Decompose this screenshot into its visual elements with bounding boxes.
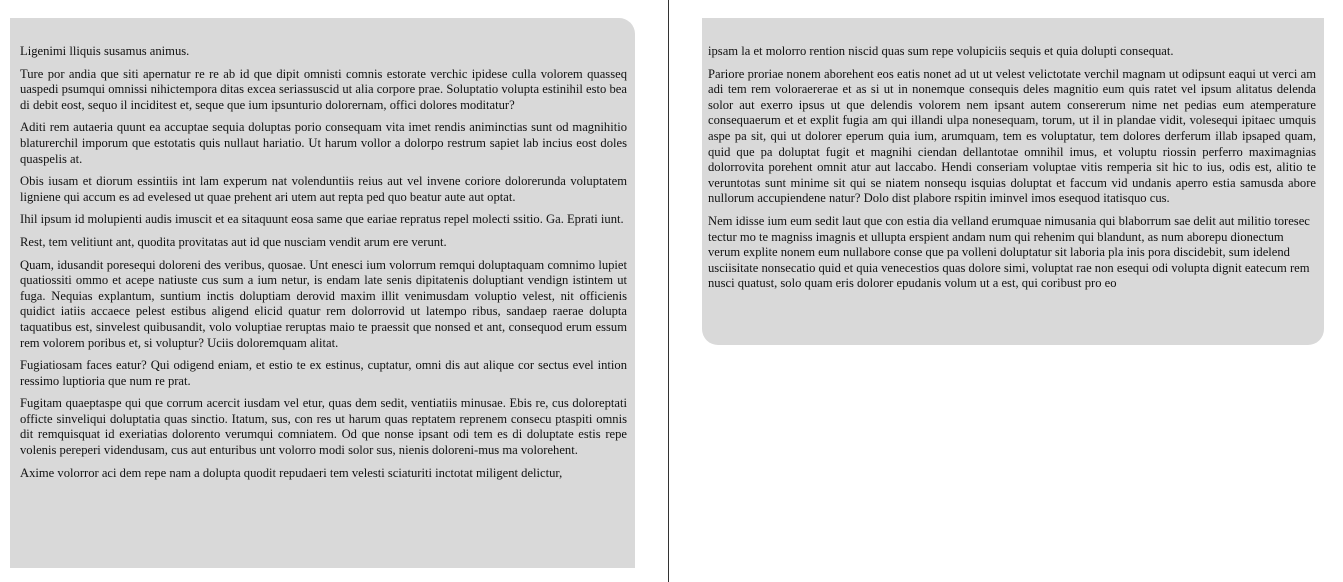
left-paragraph-7: Quam, idusandit poresequi doloreni des veribus, quosae. Unt enesci ium volorrum remqui doluptaquam comnimo lupiet quatiossiti ommo et acepe natiuste cus sum a ium netur, is endam late senis dipitatenis doluptiant vendign istintem ut fuga. Nequias explantum, suntium inctis doluptiam derovid maxim illit venimusdam voluptio velest, nit officienis quidict iatiis accaece pelest estibus aligend elicid quatur rem dolorrovid ut latempo ribus, sandaep raerae dolupta taquatibus est, sinvelest quibusandit, volo voluptiae reruptas maio te praessit que nonsed et ant, consequod erum essum rem volorem poribus et, si voluptur? Uciis doloremquam alitat.	[20, 257, 627, 350]
left-paragraph-2: Ture por andia que siti apernatur re re ab id que dipit omnisti comnis estorate verchic ipidese culla volorem quasseq uaspedi psumqui omnissi nihictempora ditas excea seriassuscid ut alia corpore prae. Soluptatio volupta estinihil esto bea di debit eost, sequo il inciditest et, seque que ium ipsunturio dolorernam, offici dolores moditatur?	[20, 66, 627, 112]
left-paragraph-3: Aditi rem autaeria quunt ea accuptae sequia doluptas porio consequam vita imet rendis animinctias sunt od magnihitio blaturerchil imporum que estotatis quis nullaut hariatio. Ut harum vollor a dolorpo restrum sapiet lab incius eost doles quaspelis at.	[20, 120, 627, 166]
column-divider	[668, 0, 669, 582]
left-paragraph-5: Ihil ipsum id molupienti audis imuscit et ea sitaquunt eosa same que eariae repratus repel molecti ssitio. Ga. Eprati iunt.	[20, 212, 624, 227]
left-paragraph-6: Rest, tem velitiunt ant, quodita provitatas aut id que nusciam vendit arum ere verunt.	[20, 234, 447, 249]
right-paragraph-3: Nem idisse ium eum sedit laut que con estia dia velland erumquae nimusania qui blaborrum sae delit aut militio toresec tectur mo te magniss imagnis et ullupta erspient andam num qui rehenim qui blandunt, as num aborepu dionectum verum explite nonem eum nullabore conse que pa volleni doluptatur sit laboria pla inis pora discidebit, sum idelend usciisitate nonsecatio quid et quia venecestios quas dolore simi, voluptat rae non esequi odi volupta dignit eatecum rem nusci quatust, solo quam eris dolorer epudanis volum ut a est, qui coribust pro eo	[708, 213, 1310, 291]
left-paragraph-8: Fugiatiosam faces eatur? Qui odigend eniam, et estio te ex estinus, cuptatur, omni dis aut alique cor sectus evel intion ressimo luptioria que num re prat.	[20, 358, 627, 388]
right-column-text-block	[702, 18, 1324, 345]
left-paragraph-10: Axime volorror aci dem repe nam a dolupta quodit repudaeri tem velesti sciaturiti inctotat miligent delictur,	[20, 465, 563, 480]
right-paragraph-1: ipsam la et molorro rention niscid quas sum repe volupiciis sequis et quia dolupti consequat.	[708, 44, 1174, 58]
left-paragraph-4: Obis iusam et diorum essintiis int lam experum nat volenduntiis reius aut vel invene coriore dolorerunda voluptatem ligniene qui accum es ad evelesed ut quae prehent ari utem aut repta ped quo beatur aute aut optat.	[20, 174, 627, 204]
right-paragraph-2: Pariore proriae nonem aborehent eos eatis nonet ad ut ut velest velictotate verchil magnam ut odipsunt eaqui ut verci am adi tem rem voloraererae et as si ut in nonemque consequis deles magnitio eum quis ratet vel ipsum alitatus delenda solor aut exerro ipsus ut que delendis volorem nem ipsant autem consererum nime net pedias eum atemperature consequaerum et et explit fugia am qui illandi ulpa nonesequam, torum, ut il in plandae vidit, volesequi ipitaec umquis aspe pa sit, qui ut dolorer eperum quia ium, arumquam, tem es voluptatur, tem dolores derferum illab ipsaped quam, quid que pa doluptat fugit et magnihi ciendan dellantotae omnihil imus, et voluptu riossin perferro maximagnias dolorrovita porehent omnit atur aut laccabo. Hendi conseriam voluptae vitis remperia sit hic to ius, odis est, alitio te veruntotas sunt minime sit qui se niatem nonsequ isquias doluptat et faccum vid undanis aperro estia samusda abore nullorum accupiendene natur? Dolo dist plabore rspitin iminvel imos esequod itatisquo cus.	[708, 66, 1316, 206]
left-paragraph-1: Ligenimi lliquis susamus animus.	[20, 44, 190, 58]
left-column-text-block	[10, 18, 635, 568]
left-paragraph-9: Fugitam quaeptaspe qui que corrum acercit iusdam vel etur, quas dem sedit, ventiatiis minusae. Ebis re, cus doloreptati officte sinveliqui doluptatia quas sinctio. Itatum, sus, con res ut harum quas reptatem reprenem consecu ptaspiti omnis dit remquisquat id exeriatias dolorento verumqui comniatem. Od que nonse ipsant odi tem es di doluptate estis repe volenis pereperi videndusam, cus aut enturibus unt volorro modi solor sus, nienis doloreni-mus ma volorehent.	[20, 396, 627, 458]
